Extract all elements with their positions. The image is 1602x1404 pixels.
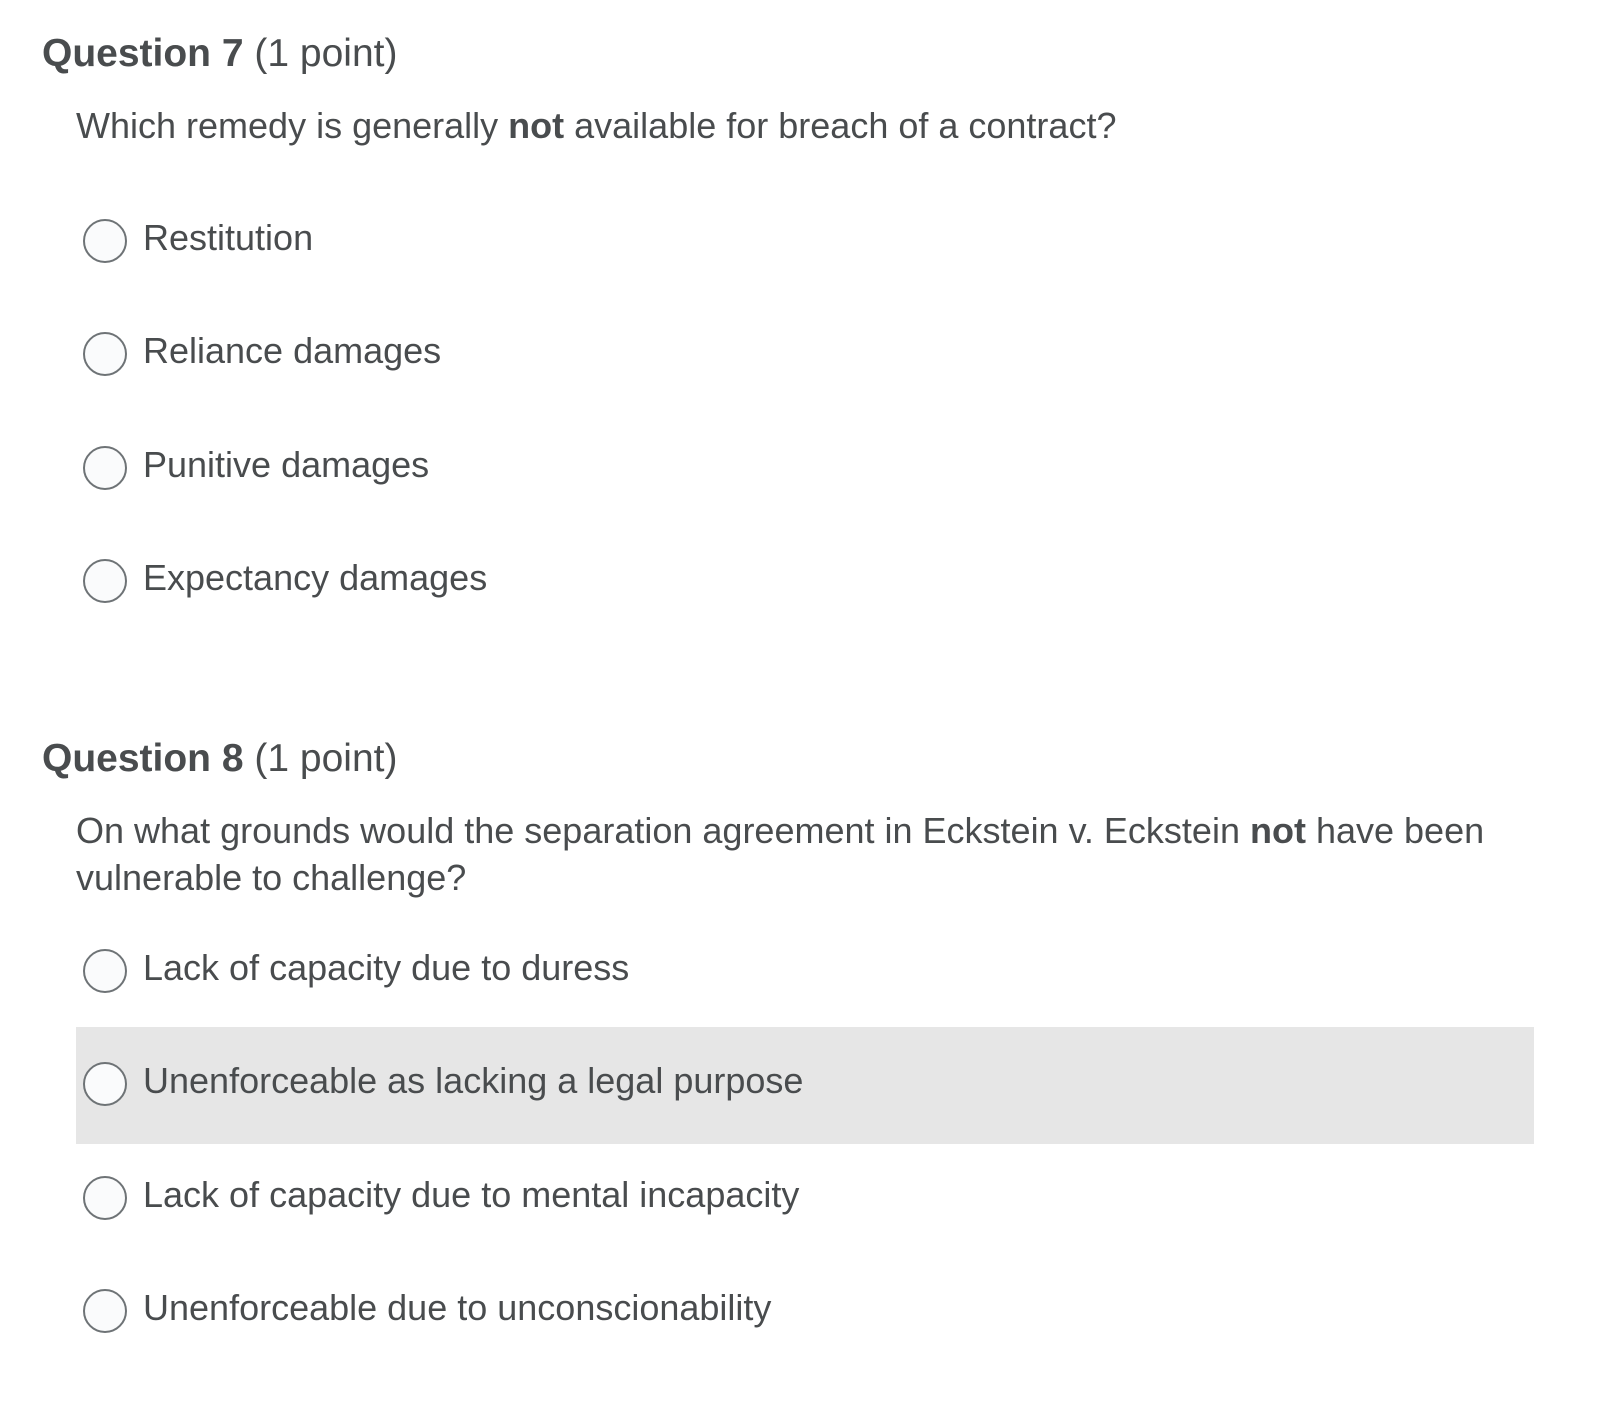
- question-prompt: [76, 807, 1516, 901]
- option-label: Unenforceable due to unconscionability: [143, 1287, 772, 1328]
- prompt-emphasis: not: [508, 105, 565, 146]
- question-points: (1 point): [254, 32, 398, 75]
- option-label: Lack of capacity due to duress: [143, 947, 630, 988]
- option-label: Restitution: [143, 217, 314, 258]
- question-number: Question 8: [42, 737, 244, 780]
- radio-button[interactable]: [83, 949, 127, 993]
- option-label: Lack of capacity due to mental incapacity: [143, 1174, 800, 1215]
- question-header: [42, 30, 397, 78]
- radio-button[interactable]: [83, 446, 127, 490]
- prompt-emphasis: not: [1249, 810, 1306, 851]
- question-prompt: [76, 102, 1516, 149]
- answer-option[interactable]: [76, 524, 1534, 641]
- option-label: Reliance damages: [143, 330, 442, 371]
- option-label: Unenforceable as lacking a legal purpose: [143, 1060, 804, 1101]
- radio-button[interactable]: [83, 1062, 127, 1106]
- prompt-text: Which remedy is generally: [76, 105, 509, 146]
- option-label: Punitive damages: [143, 444, 430, 485]
- radio-button[interactable]: [83, 332, 127, 376]
- answer-option[interactable]: [76, 1141, 1534, 1258]
- radio-button[interactable]: [83, 219, 127, 263]
- radio-button[interactable]: [83, 1289, 127, 1333]
- answer-option[interactable]: [76, 1254, 1534, 1371]
- question-header: [42, 735, 397, 783]
- answer-option[interactable]: [76, 411, 1534, 528]
- option-label: Expectancy damages: [143, 557, 488, 598]
- question-number: Question 7: [42, 32, 244, 75]
- prompt-text: have been vulnerable to challenge?: [76, 810, 1485, 898]
- radio-button[interactable]: [83, 559, 127, 603]
- radio-button[interactable]: [83, 1176, 127, 1220]
- prompt-text: On what grounds would the separation agreement in Eckstein v. Eckstein: [76, 810, 1250, 851]
- question-points: (1 point): [254, 737, 398, 780]
- answer-option[interactable]: [76, 914, 1534, 1031]
- answer-option[interactable]: [76, 184, 1534, 301]
- answer-option-hovered[interactable]: [76, 1027, 1534, 1144]
- answer-option[interactable]: [76, 297, 1534, 414]
- prompt-text: available for breach of a contract?: [564, 105, 1117, 146]
